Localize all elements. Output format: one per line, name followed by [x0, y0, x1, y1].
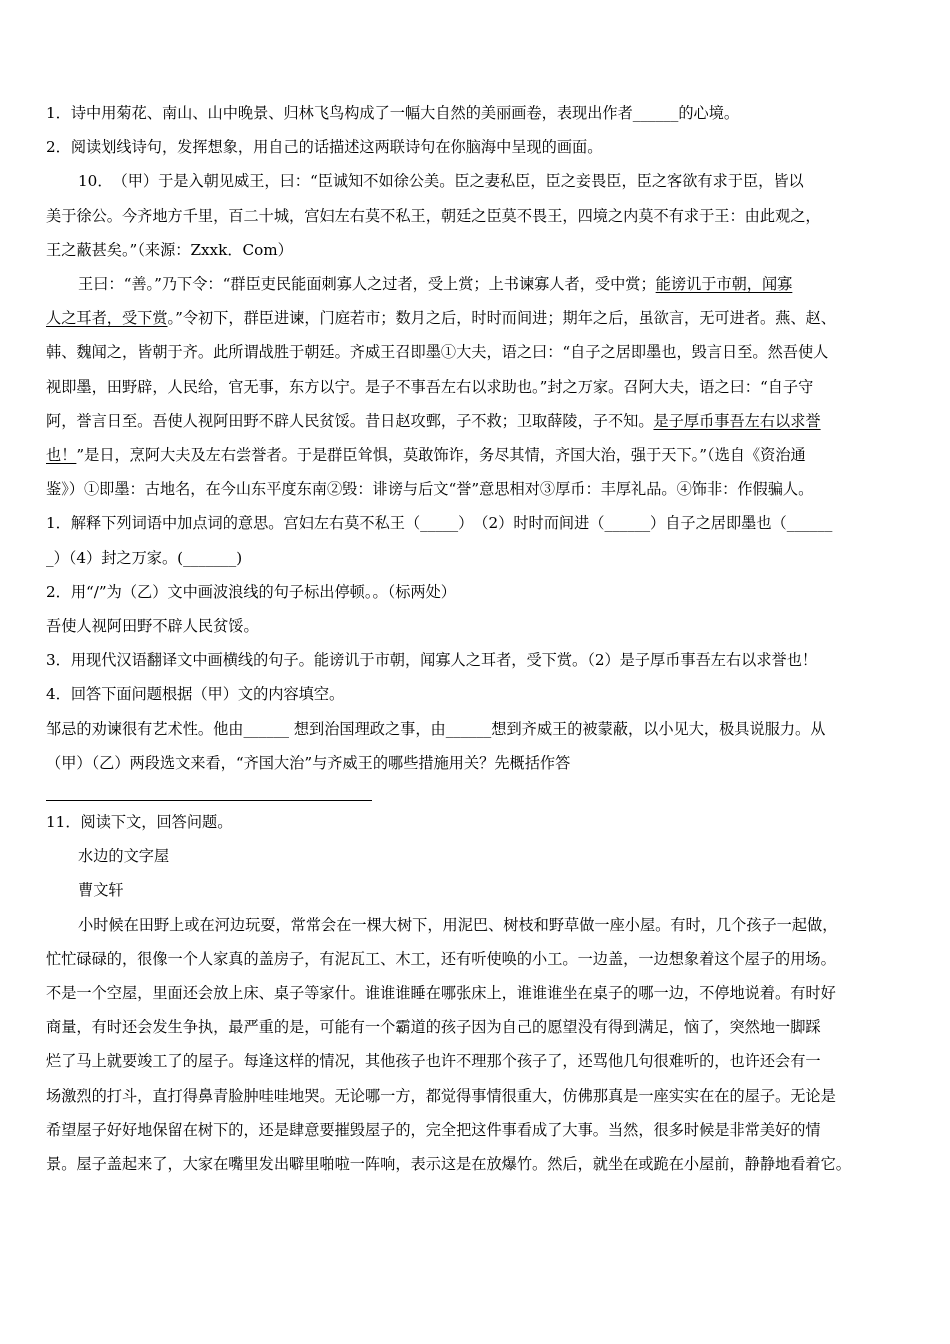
- article-author: 曹文轩: [78, 881, 124, 900]
- passage-line: 美于徐公。今齐地方千里，百二十城，宫妇左右莫不私王，朝廷之臣莫不畏王，四境之内莫不有求于王：由此观之，: [46, 206, 821, 225]
- article-line: 不是一个空屋，里面还会放上床、桌子等家什。谁谁谁睡在哪张床上，谁谁谁坐在桌子的哪一边，不停地说着。有时好: [46, 984, 836, 1003]
- passage-text: 王曰：“善。”乃下令：“群臣吏民能面刺寡人之过者，受上赏；上书谏寡人者，受中赏；: [78, 275, 656, 294]
- question-line: _）（4）封之万家。(_______): [46, 548, 243, 567]
- question-line: （甲）（乙）两段选文来看，“齐国大治”与齐威王的哪些措施用关？先概括作答: [46, 753, 571, 772]
- question-line: 1．诗中用菊花、南山、山中晚景、归林飞鸟构成了一幅大自然的美丽画卷，表现出作者______的心境。: [46, 104, 740, 122]
- question-line: 2．阅读划线诗句，发挥想象，用自己的话描述这两联诗句在你脑海中呈现的画面。: [46, 138, 603, 157]
- passage-line: 10． （甲）于是入朝见威王，曰：“臣诚知不如徐公美。臣之妻私臣，臣之妾畏臣，臣之客欲有求于臣，皆以: [78, 172, 804, 191]
- footnote-line: 鉴》）①即墨：古地名，在今山东平度东南②毁：诽谤与后文“誉”意思相对③厚币：丰厚礼品。④饰非：作假骗人。: [46, 480, 814, 499]
- article-title: 水边的文字屋: [78, 847, 170, 866]
- passage-line: 韩、魏闻之，皆朝于齐。此所谓战胜于朝廷。齐威王召即墨①大夫，语之曰：“自子之居即墨也，毁言日至。然吾使人: [46, 343, 829, 362]
- answer-line: [46, 800, 372, 801]
- article-line: 忙忙碌碌的，很像一个人家真的盖房子，有泥瓦工、木工，还有听使唤的小工。一边盖，一边想象着这个屋子的用场。: [46, 949, 836, 968]
- passage-line: [46, 438, 908, 472]
- article-line: 商量，有时还会发生争执，最严重的是，可能有一个霸道的孩子因为自己的愿望没有得到满足，恼了，突然地一脚踩: [46, 1018, 821, 1037]
- passage-line: [46, 301, 908, 335]
- passage-text: 。”令初下，群臣进谏，门庭若市；数月之后，时时而间进；期年之后，虽欲言，无可进者。燕、赵、: [167, 309, 836, 328]
- article-line: 小时候在田野上或在河边玩耍，常常会在一棵大树下，用泥巴、树枝和野草做一座小屋。有时，几个孩子一起做，: [78, 915, 838, 934]
- passage-line: 视即墨，田野辟，人民给，官无事，东方以宁。是子不事吾左右以求助也。”封之万家。召阿大夫，语之曰：“自子守: [46, 377, 814, 396]
- article-line: 烂了马上就要竣工了的屋子。每逢这样的情况，其他孩子也许不理那个孩子了，还骂他几句很难听的，也许还会有一: [46, 1052, 821, 1071]
- passage-line: [46, 404, 908, 438]
- question-line: 吾使人视阿田野不辟人民贫馁。: [46, 617, 259, 636]
- question-line: 3．用现代汉语翻译文中画横线的句子。能谤讥于市朝，闻寡人之耳者，受下赏。（2）是子厚币事吾左右以求誉也！: [46, 651, 818, 670]
- question-line: 邹忌的劝谏很有艺术性。他由______ 想到治国理政之事，由______想到齐威王的被蒙蔽，以小见大，极具说服力。从: [46, 719, 826, 738]
- question-line: 11．阅读下文，回答问题。: [46, 813, 233, 832]
- question-line: 4．回答下面问题根据（甲）文的内容填空。: [46, 685, 345, 704]
- question-line: 2．用“/”为（乙）文中画波浪线的句子标出停顿。。（标两处）: [46, 582, 456, 601]
- article-line: 场激烈的打斗，直打得鼻青脸肿哇哇地哭。无论哪一方，都觉得事情很重大，仿佛那真是一座实实在在的屋子。无论是: [46, 1086, 836, 1105]
- passage-text: 阿，誉言日至。吾使人视阿田野不辟人民贫馁。昔日赵攻鄄，子不救；卫取薛陵，子不知。: [46, 411, 654, 430]
- passage-line: 王之蔽甚矣。”（来源：Zxxk．Com）: [46, 240, 293, 259]
- question-line: 1．解释下列词语中加点词的意思。宫妇左右莫不私王（_____） （2）时时而间进（______）自子之居即墨也（______: [46, 514, 833, 533]
- underlined-sentence: 人之耳者，受下赏: [46, 309, 168, 328]
- document-page: [46, 96, 908, 1181]
- article-line: 景。屋子盖起来了，大家在嘴里发出噼里啪啦一阵响，表示这是在放爆竹。然后，就坐在或跪在小屋前，静静地看着它。: [46, 1155, 851, 1174]
- underlined-sentence: 是子厚币事吾左右以求誉: [653, 411, 821, 430]
- underlined-sentence: 也！: [46, 446, 77, 465]
- passage-text: ”是日，烹阿大夫及左右尝誉者。于是群臣耸惧，莫敢饰诈，务尽其情，齐国大治，强于天下。”（选自《资治通: [76, 446, 806, 465]
- article-line: 希望屋子好好地保留在树下的，还是肆意要摧毁屋子的，完全把这件事看成了大事。当然，很多时候是非常美好的情: [46, 1120, 821, 1139]
- underlined-sentence: 能谤讥于市朝，闻寡: [655, 275, 793, 294]
- passage-line: [46, 267, 908, 301]
